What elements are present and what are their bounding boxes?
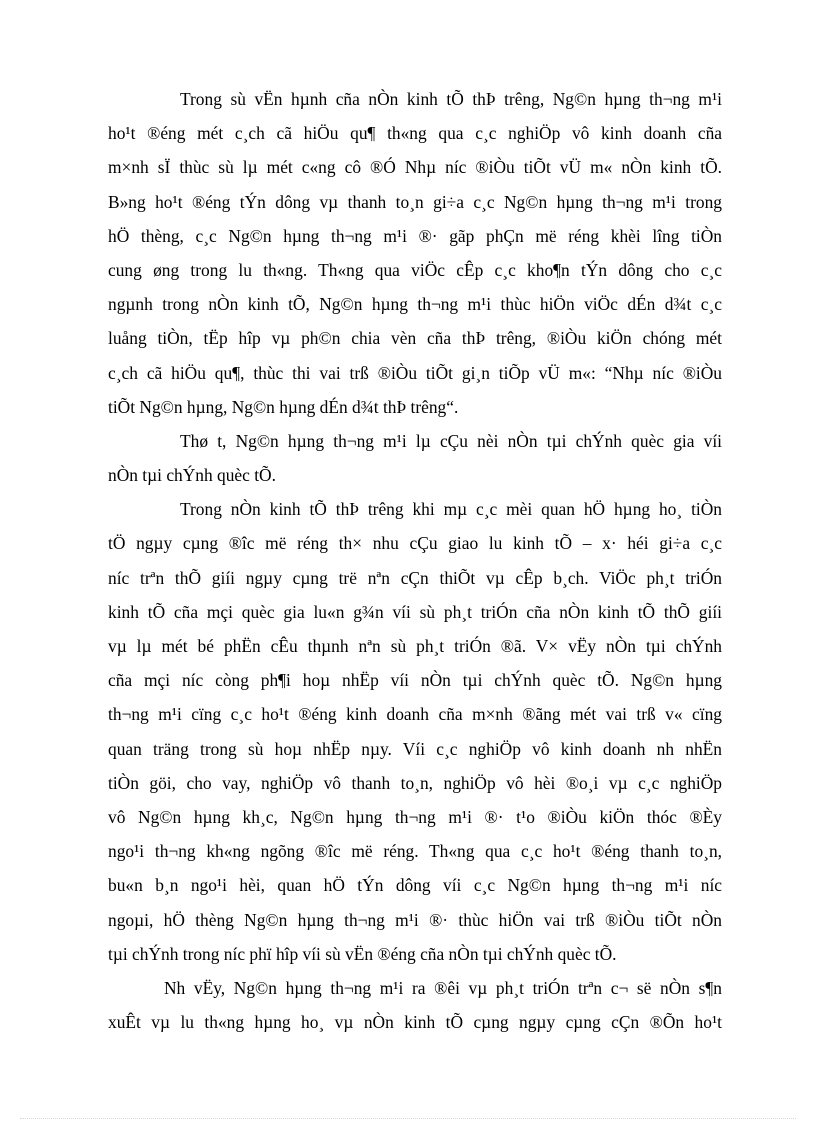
- text-line: tiÒn göi, cho vay, nghiÖp vô thanh to¸n, nghiÖp vô hèi ®o¸i vµ c¸c nghiÖp: [108, 772, 722, 793]
- text-line: Trong nÒn kinh tÕ thÞ trêng khi mµ c¸c mèi quan hÖ hµng ho¸ tiÒn: [180, 499, 722, 520]
- text-line: kinh tÕ cña mçi quèc gia lu«n g¾n víi sù ph¸t triÓn cña nÒn kinh tÕ thÕ giíi: [108, 601, 722, 622]
- text-line: tiÕt Ng©n hµng, Ng©n hµng dÉn d¾t thÞ trêng“.: [108, 396, 459, 417]
- body-text: [108, 82, 722, 1039]
- text-line: bu«n b¸n ngo¹i hèi, quan hÖ tÝn dông víi c¸c Ng©n hµng th¬ng m¹i níc: [108, 875, 722, 896]
- text-line: Trong sù vËn hµnh cña nÒn kinh tÕ thÞ trêng, Ng©n hµng th¬ng m¹i: [180, 89, 722, 109]
- text-line: ngo¹i th¬ng kh«ng ngõng ®îc më réng. Th«ng qua c¸c ho¹t ®éng thanh to¸n,: [108, 841, 722, 862]
- text-line: tÖ ngµy cµng ®îc më réng th× nhu cÇu giao lu kinh tÕ – x· héi gi÷a c¸c: [108, 533, 722, 554]
- text-line: c¸ch cã hiÖu qu¶, thùc thi vai trß ®iÒu tiÕt gi¸n tiÕp vÜ m«: “Nhµ níc ®iÒu: [108, 362, 722, 383]
- text-line: hÖ thèng, c¸c Ng©n hµng th¬ng m¹i ®· gãp phÇn më réng khèi lîng tiÒn: [108, 225, 722, 246]
- text-line: m×nh sÏ thùc sù lµ mét c«ng cô ®Ó Nhµ níc ®iÒu tiÕt vÜ m« nÒn kinh tÕ.: [108, 157, 722, 178]
- text-line: tµi chÝnh trong níc phï hîp víi sù vËn ®éng cña nÒn tµi chÝnh quèc tÕ.: [108, 943, 617, 964]
- text-line: níc trªn thÕ giíi ngµy cµng trë nªn cÇn thiÕt vµ cÊp b¸ch. ViÖc ph¸t triÓn: [108, 567, 722, 588]
- text-line: vô Ng©n hµng kh¸c, Ng©n hµng th¬ng m¹i ®· t¹o ®iÒu kiÖn thóc ®Èy: [108, 806, 722, 827]
- text-line: th¬ng m¹i cïng c¸c ho¹t ®éng kinh doanh cña m×nh ®ãng mét vai trß v« cïng: [108, 704, 722, 725]
- text-line: ngµnh trong nÒn kinh tÕ, Ng©n hµng th¬ng m¹i thùc hiÖn viÖc dÉn d¾t c¸c: [108, 294, 722, 315]
- text-line: quan träng trong sù hoµ nhËp nµy. Víi c¸c nghiÖp vô kinh doanh nh nhËn: [108, 738, 722, 759]
- text-line: Nh vËy, Ng©n hµng th¬ng m¹i ra ®êi vµ ph¸t triÓn trªn c¬ së nÒn s¶n: [164, 977, 722, 998]
- text-line: ho¹t ®éng mét c¸ch cã hiÖu qu¶ th«ng qua c¸c nghiÖp vô kinh doanh cña: [108, 123, 722, 144]
- text-line: nÒn tµi chÝnh quèc tÕ.: [108, 465, 276, 486]
- page-bottom-border: [20, 1118, 796, 1119]
- text-line: cung øng trong lu th«ng. Th«ng qua viÖc cÊp c¸c kho¶n tÝn dông cho c¸c: [108, 259, 722, 280]
- text-line: vµ lµ mét bé phËn cÊu thµnh nªn sù ph¸t triÓn ®ã. V× vËy nÒn tµi chÝnh: [108, 636, 722, 656]
- text-line: luång tiÒn, tËp hîp vµ ph©n chia vèn cña thÞ trêng, ®iÒu kiÖn chóng mét: [108, 328, 722, 349]
- text-line: Thø t, Ng©n hµng th¬ng m¹i lµ cÇu nèi nÒn tµi chÝnh quèc gia víi: [180, 430, 722, 451]
- text-line: B»ng ho¹t ®éng tÝn dông vµ thanh to¸n gi÷a c¸c Ng©n hµng th¬ng m¹i trong: [108, 191, 722, 212]
- text-line: ngoµi, hÖ thèng Ng©n hµng th¬ng m¹i ®· thùc hiÖn vai trß ®iÒu tiÕt nÒn: [108, 909, 722, 930]
- text-line: xuÊt vµ lu th«ng hµng ho¸ vµ nÒn kinh tÕ cµng ngµy cµng cÇn ®Õn ho¹t: [108, 1012, 722, 1033]
- text-line: cña mçi níc còng ph¶i hoµ nhËp víi nÒn tµi chÝnh quèc tÕ. Ng©n hµng: [108, 670, 722, 691]
